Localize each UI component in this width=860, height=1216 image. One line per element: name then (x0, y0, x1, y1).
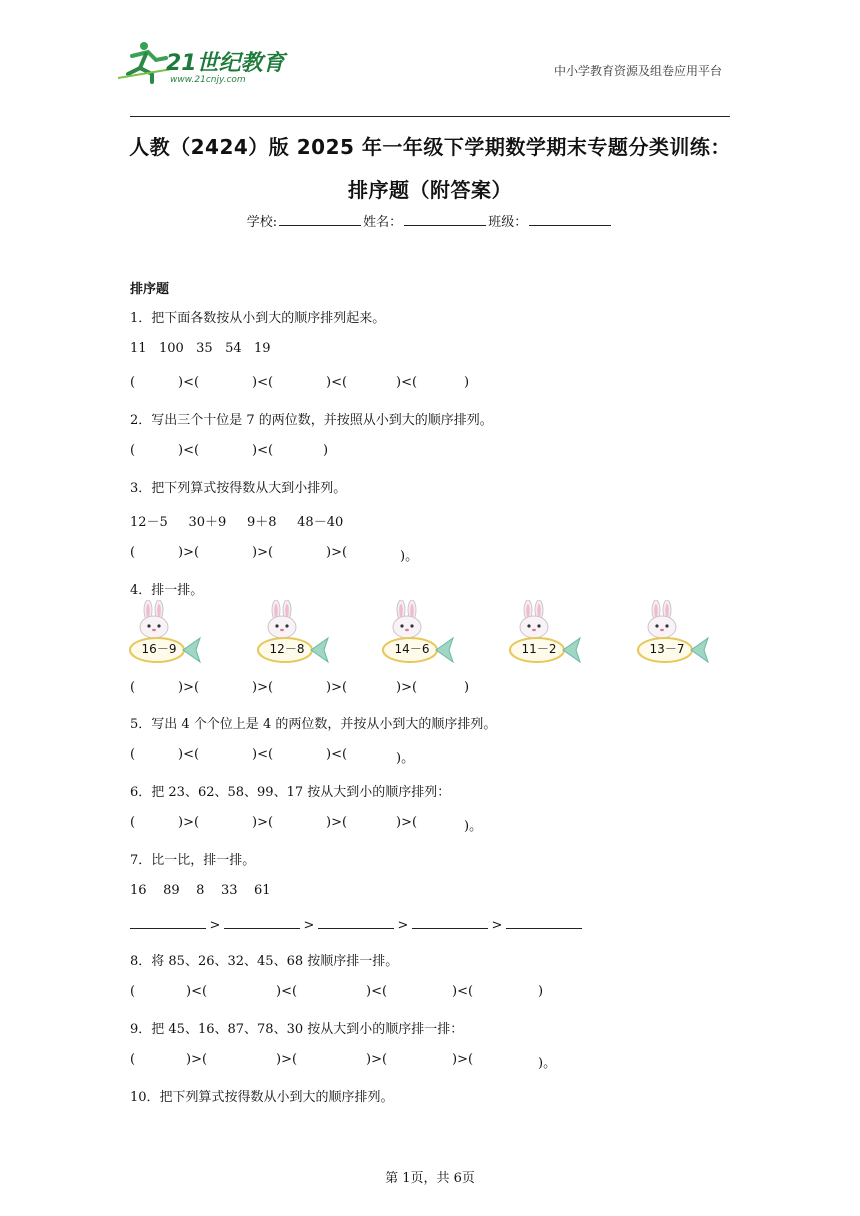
answer-slot: )。 (538, 1056, 557, 1071)
question-3-expressions: 12－5 30＋9 9＋8 48－40 (130, 515, 344, 530)
page-title-line2: 排序题（附答案） (348, 178, 512, 202)
answer-slot: ( (130, 680, 136, 695)
answer-slot: ) (464, 375, 470, 390)
answer-slot: )<( (252, 747, 274, 762)
svg-text:21世纪教育: 21世纪教育 (166, 51, 285, 76)
answer-blank[interactable] (506, 916, 582, 929)
answer-slot: )>( (366, 1052, 388, 1067)
header-rule (130, 116, 730, 117)
question-2-text: 2．写出三个十位是 7 的两位数，并按照从小到大的顺序排列。 (130, 413, 493, 428)
comparison-symbol: > (209, 918, 221, 933)
answer-slot: )。 (396, 751, 415, 766)
answer-slot: ) (538, 984, 544, 999)
class-label: 班级： (488, 215, 528, 230)
answer-slot: ( (130, 984, 136, 999)
comparison-symbol: > (491, 918, 503, 933)
student-info-fields (0, 211, 860, 230)
bunny-card-1 (128, 600, 204, 670)
bunny-fish-icon (381, 600, 457, 670)
answer-slot: ( (130, 443, 136, 458)
bunny-card-3 (381, 600, 457, 670)
school-blank[interactable] (279, 214, 361, 226)
answer-slot: )>( (178, 545, 200, 560)
question-7-text: 7．比一比，排一排。 (130, 853, 256, 868)
page-header (118, 38, 730, 88)
bunny-expression: 16－9 (141, 642, 177, 656)
question-10-text: 10．把下列算式按得数从小到大的顺序排列。 (130, 1090, 394, 1105)
answer-blank[interactable] (130, 916, 206, 929)
answer-blank[interactable] (318, 916, 394, 929)
bunny-fish-icon (128, 600, 204, 670)
answer-slot: )>( (252, 545, 274, 560)
answer-slot: )<( (396, 375, 418, 390)
answer-slot: )<( (186, 984, 208, 999)
answer-slot: )>( (326, 815, 348, 830)
answer-slot: )<( (252, 443, 274, 458)
answer-slot: )。 (400, 549, 419, 564)
answer-slot: )>( (178, 815, 200, 830)
answer-slot: )<( (452, 984, 474, 999)
answer-slot: ( (130, 747, 136, 762)
bunny-expression: 13－7 (649, 642, 685, 656)
platform-tagline: 中小学教育资源及组卷应用平台 (553, 64, 722, 78)
bunny-expression: 12－8 (269, 642, 305, 656)
question-1-numbers: 11 100 35 54 19 (130, 341, 271, 356)
answer-slot: )>( (252, 815, 274, 830)
class-blank[interactable] (529, 214, 611, 226)
comparison-symbol: > (303, 918, 315, 933)
answer-slot: )>( (252, 680, 274, 695)
bunny-expression: 11－2 (521, 642, 557, 656)
answer-slot: )。 (464, 819, 483, 834)
answer-slot: )>( (396, 815, 418, 830)
comparison-symbol: > (397, 918, 409, 933)
answer-slot: ( (130, 545, 136, 560)
answer-slot: )<( (178, 375, 200, 390)
logo-21cnjy (118, 38, 288, 86)
answer-slot: )>( (326, 680, 348, 695)
answer-slot: ( (130, 375, 136, 390)
section-heading: 排序题 (130, 282, 170, 297)
question-4-text: 4．排一排。 (130, 583, 204, 598)
answer-blank[interactable] (224, 916, 300, 929)
answer-slot: )>( (178, 680, 200, 695)
page-footer: 第 1页，共 6页 (385, 1171, 475, 1186)
bunny-card-2 (256, 600, 332, 670)
answer-slot: )<( (326, 747, 348, 762)
bunny-expression: 14－6 (394, 642, 430, 656)
svg-text:www.21cnjy.com: www.21cnjy.com (170, 75, 246, 85)
question-7-answer-row (130, 916, 582, 933)
answer-slot: )<( (178, 747, 200, 762)
question-6-text: 6．把 23、62、58、99、17 按从大到小的顺序排列： (130, 785, 451, 800)
bunny-card-5 (636, 600, 712, 670)
answer-slot: )>( (326, 545, 348, 560)
answer-slot: )<( (178, 443, 200, 458)
question-3-text: 3．把下列算式按得数从大到小排列。 (130, 481, 347, 496)
page-title-line1: 人教（2424）版 2025 年一年级下学期数学期末专题分类训练： (129, 135, 731, 159)
name-label: 姓名： (363, 215, 403, 230)
school-label: 学校: (246, 215, 278, 230)
answer-slot: )>( (276, 1052, 298, 1067)
answer-slot: ( (130, 815, 136, 830)
answer-slot: ) (464, 680, 470, 695)
question-8-text: 8．将 85、26、32、45、68 按顺序排一排。 (130, 954, 399, 969)
question-9-text: 9．把 45、16、87、78、30 按从大到小的顺序排一排： (130, 1022, 464, 1037)
answer-slot: )<( (366, 984, 388, 999)
answer-slot: ) (323, 443, 329, 458)
answer-slot: )>( (186, 1052, 208, 1067)
question-5-text: 5．写出 4 个个位上是 4 的两位数，并按从小到大的顺序排列。 (130, 717, 497, 732)
answer-slot: )<( (276, 984, 298, 999)
bunny-fish-icon (508, 600, 584, 670)
name-blank[interactable] (404, 214, 486, 226)
answer-slot: )>( (452, 1052, 474, 1067)
answer-slot: )<( (326, 375, 348, 390)
answer-blank[interactable] (412, 916, 488, 929)
bunny-card-4 (508, 600, 584, 670)
question-7-numbers: 16 89 8 33 61 (130, 883, 271, 898)
answer-slot: ( (130, 1052, 136, 1067)
answer-slot: )<( (252, 375, 274, 390)
answer-slot: )>( (396, 680, 418, 695)
bunny-fish-icon (256, 600, 332, 670)
question-1-text: 1．把下面各数按从小到大的顺序排列起来。 (130, 311, 386, 326)
bunny-fish-icon (636, 600, 712, 670)
